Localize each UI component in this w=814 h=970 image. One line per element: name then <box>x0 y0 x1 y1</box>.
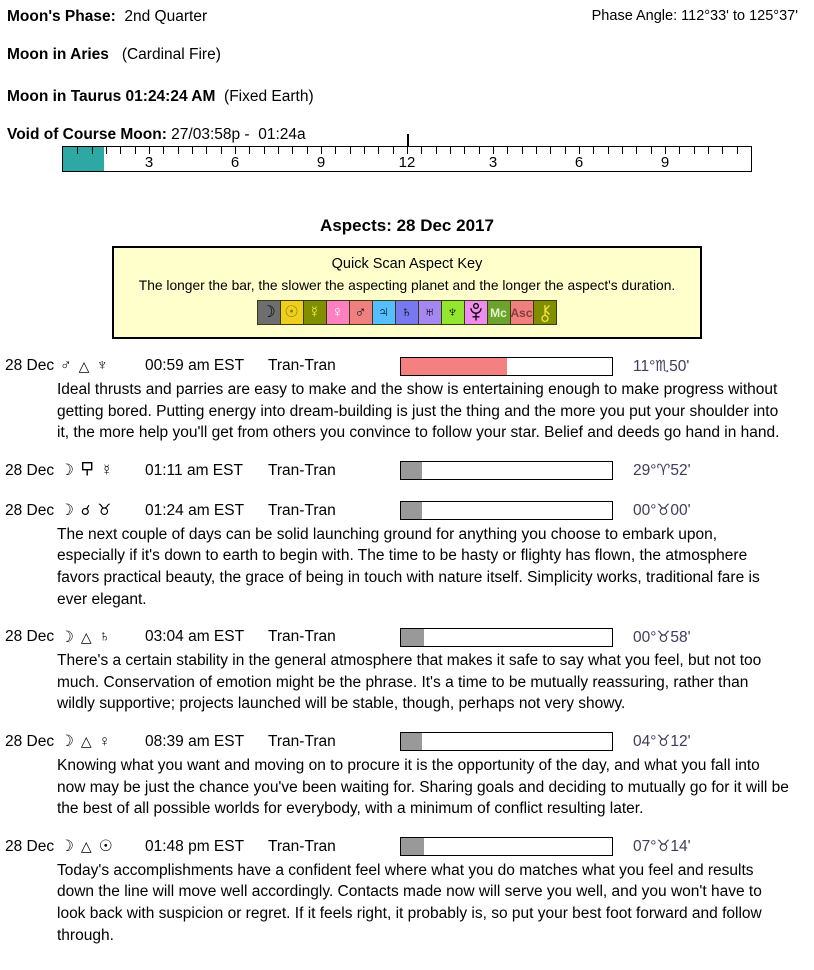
aspect-row <box>0 627 814 647</box>
asc-icon: Asc <box>510 300 534 325</box>
aspect-degree: 00°♉00' <box>633 502 691 520</box>
moon-icon: ☽ <box>60 462 74 480</box>
aspect-description: The next couple of days can be solid launching ground for anything you choose to embark upon, especially if it's down to earth to begin with. The time to be hasty or flighty has flown, the atmosphere favors practical beauty, the grace of being in touch with nature itself. Simplicity works, traditional fare is ever elegant. <box>57 525 760 608</box>
moons-phase-label: Moon's Phase: <box>7 8 116 25</box>
uranus-icon: ♅ <box>418 300 442 325</box>
aspect-time: 01:11 am EST <box>145 461 243 479</box>
phase-angle-label: Phase Angle: <box>591 8 678 24</box>
duration-bar <box>400 732 613 751</box>
venus-icon: ♀ <box>326 300 350 325</box>
mercury-icon: ☿ <box>100 461 113 479</box>
voc-label: Void of Course Moon: <box>7 126 167 143</box>
duration-bar-fill <box>401 462 422 479</box>
aspect-glyphs <box>60 501 145 520</box>
moon-icon: ☽ <box>257 300 281 325</box>
aspect-type: Tran-Tran <box>268 732 336 750</box>
moon-icon: ☽ <box>60 502 74 520</box>
voc-value: 27/03:58p - 01:24a <box>171 126 306 143</box>
moon-sign-2-value: (Fixed Earth) <box>224 88 314 105</box>
aspect-type: Tran-Tran <box>268 357 336 374</box>
aspect-description: Today's accomplishments have a confident feel where what you do matches what you feel and results down the line will move well accordingly. Contacts made now will serve you well, and you won't have to look back with suspicion or regret. If it feels right, it probably is, so put your best foot forward and follow through. <box>57 861 762 944</box>
aspect-date: 28 Dec <box>5 732 55 750</box>
trine-icon: △ <box>80 733 92 750</box>
conjunction-icon: ☌ <box>80 502 91 519</box>
duration-bar-fill <box>401 358 507 375</box>
aspect-glyphs <box>60 461 145 480</box>
aspect-description: There's a certain stability in the general atmosphere that makes it safe to say what you feel, but not too much. Conservation of emotion might be the phrase. It's a time to be mutually reassuring, rather than wildly supportive; projects launched will be stable, though, perhaps not very showy. <box>57 652 762 713</box>
moon-icon: ☽ <box>60 628 74 646</box>
voc-fill-segment <box>63 147 104 171</box>
sesquiquadrate-icon <box>81 461 94 480</box>
saturn-icon: ♄ <box>395 300 419 325</box>
chiron-icon <box>533 300 557 325</box>
duration-bar <box>400 357 613 376</box>
aspect-time: 01:24 am EST <box>145 501 245 519</box>
voc-line <box>7 126 814 144</box>
aspect-time: 01:48 pm EST <box>145 837 245 855</box>
aspect-type: Tran-Tran <box>268 461 336 479</box>
aspect-glyphs <box>60 732 145 751</box>
duration-bar <box>400 461 613 480</box>
neptune-icon: ♆ <box>441 300 465 325</box>
aspect-description: Knowing what you want and moving on to procure it is the opportunity of the day, and what you fall into now may be just the chance you've been waiting for. Sharing goals and deciding to mutually go for it will be the best of all possible worlds for everybody, with a minimum of conflict resulting later. <box>57 756 789 818</box>
aspect-row <box>0 501 814 521</box>
aspect-degree: 00°♉58' <box>633 628 691 646</box>
sun-icon: ☉ <box>98 838 113 856</box>
aspect-row <box>0 837 814 857</box>
duration-bar-fill <box>401 838 424 855</box>
phase-angle-value: 112°33' to 125°37' <box>681 8 798 24</box>
voc-ruler-wrap <box>62 146 752 172</box>
aspect-type: Tran-Tran <box>268 628 336 646</box>
saturn-icon: ♄ <box>98 628 111 646</box>
aspect-date: 28 Dec <box>5 837 55 855</box>
duration-bar-fill <box>401 733 422 750</box>
duration-bar <box>400 837 613 856</box>
duration-bar-fill <box>401 629 424 646</box>
aspect-glyphs <box>60 628 145 647</box>
aspect-degree: 29°♈52' <box>633 462 691 480</box>
moon-sign-line-2 <box>7 88 814 106</box>
mars-icon: ♂ <box>349 300 373 325</box>
planet-key-row <box>258 300 557 325</box>
aspect-date: 28 Dec <box>5 461 55 479</box>
aspect-time: 03:04 am EST <box>145 628 245 646</box>
aspect-date: 28 Dec <box>5 357 55 374</box>
aspect-row <box>0 356 814 376</box>
moon-sign-1-value: (Cardinal Fire) <box>121 46 221 63</box>
aspect-glyphs <box>60 357 145 375</box>
mercury-icon: ☿ <box>303 300 327 325</box>
taurus-icon: ♉ <box>97 502 112 520</box>
aspects-title: Aspects: 28 Dec 2017 <box>320 216 494 235</box>
aspect-row <box>0 461 814 481</box>
aspect-row <box>0 732 814 752</box>
pluto-icon <box>464 300 488 325</box>
voc-ruler: 3 6 9 12 3 6 9 <box>62 146 752 172</box>
moon-sign-line-1 <box>7 46 814 64</box>
mars-icon: ♂ <box>60 357 72 374</box>
aspect-degree: 11°♏50' <box>633 357 690 375</box>
moon-icon: ☽ <box>60 838 74 856</box>
aspect-date: 28 Dec <box>5 628 55 646</box>
duration-bar <box>400 628 613 647</box>
header <box>0 0 814 144</box>
trine-icon: △ <box>80 838 92 855</box>
aspect-degree: 07°♉14' <box>633 838 691 856</box>
trine-icon: △ <box>80 628 92 645</box>
quick-scan-key-box <box>112 246 702 339</box>
jupiter-icon: ♃ <box>372 300 396 325</box>
duration-bar <box>400 501 613 520</box>
key-title: Quick Scan Aspect Key <box>331 256 483 272</box>
noon-marker <box>407 134 409 147</box>
venus-icon: ♀ <box>98 732 111 750</box>
moons-phase-value: 2nd Quarter <box>124 8 208 25</box>
moon-sign-2-label: Moon in Taurus 01:24:24 AM <box>7 88 216 105</box>
mc-icon: Mc <box>487 300 511 325</box>
duration-bar-fill <box>401 502 422 519</box>
aspect-type: Tran-Tran <box>268 501 336 519</box>
aspect-description: Ideal thrusts and parries are easy to make and the show is entertaining enough to make progress without getting bored. Putting energy into dream-building is just the thing and the more you put your shoulder into it, the more help you'll get from others you convince to follow your star. Belief and deeds go hand in hand. <box>57 381 780 442</box>
aspect-glyphs <box>60 837 145 856</box>
aspect-date: 28 Dec <box>5 501 55 519</box>
key-subtitle: The longer the bar, the slower the aspecting planet and the longer the aspect's duration. <box>138 278 676 293</box>
trine-icon: △ <box>78 357 90 374</box>
sun-icon: ☉ <box>280 300 304 325</box>
phase-angle <box>592 8 798 24</box>
moon-sign-1-label: Moon in Aries <box>7 46 109 63</box>
aspect-degree: 04°♉12' <box>633 733 691 751</box>
neptune-icon: ♆ <box>96 357 109 374</box>
aspect-time: 08:39 am EST <box>145 732 245 750</box>
moon-icon: ☽ <box>60 733 74 751</box>
aspect-time: 00:59 am EST <box>145 357 245 374</box>
aspect-type: Tran-Tran <box>268 837 336 855</box>
